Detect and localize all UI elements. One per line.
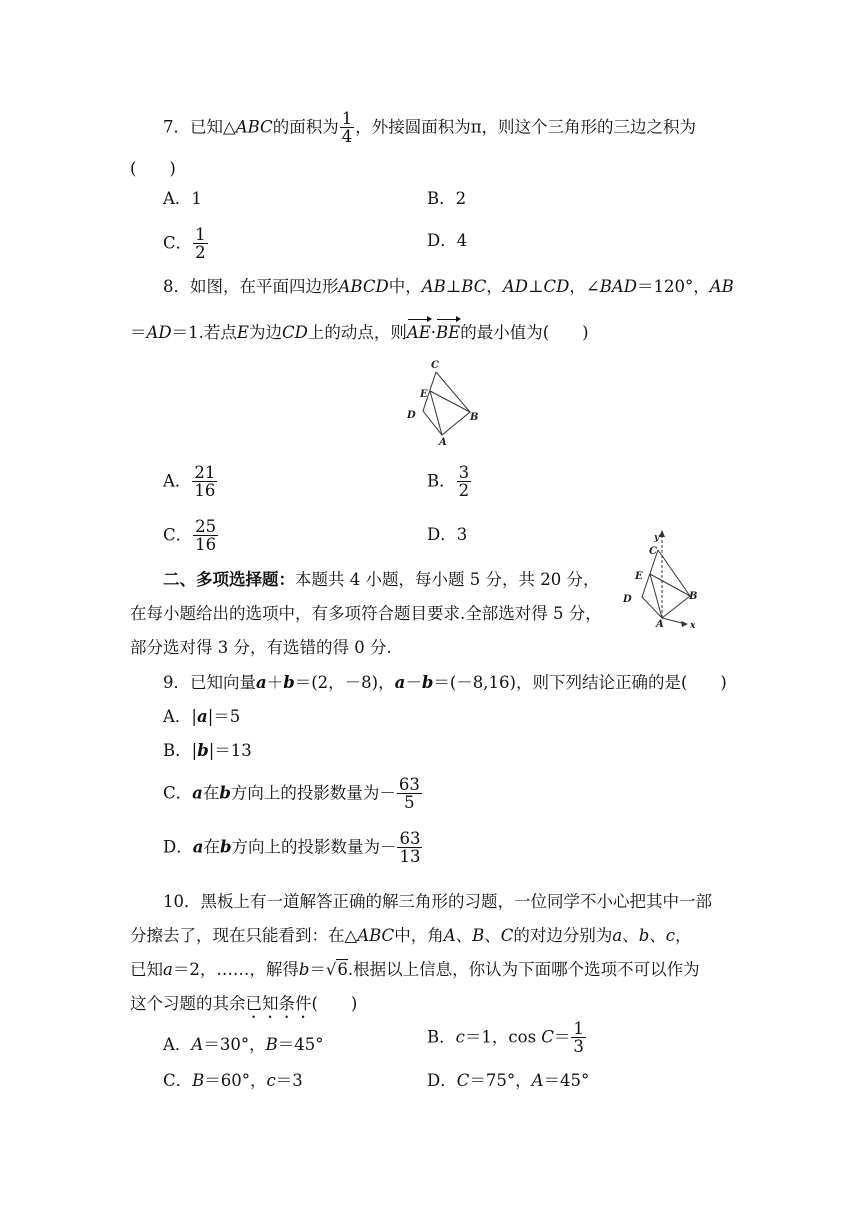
q7-area-fraction: $\frac{1}{4}$: [341, 109, 353, 147]
q9-stem: 9．已知向量a＋b＝(2，－8)，a－b＝(－8,16)，则下列结论正确的是( ): [163, 673, 727, 692]
fig-label-c: C: [431, 360, 439, 371]
fig-label-a: A: [439, 437, 447, 448]
fig2-label-a: A: [656, 619, 664, 630]
q9-option-b: B．|b|＝13: [163, 741, 252, 760]
q10-option-d: D．C＝75°，A＝45°: [427, 1071, 590, 1090]
fig2-label-d: D: [623, 594, 632, 605]
q10-option-a: A．A＝30°，B＝45°: [163, 1035, 324, 1054]
q8-option-a: A． $\frac{21}{16}$: [163, 463, 216, 501]
q10-line3: 已知a＝2，……，解得b＝√6.根据以上信息，你认为下面哪个选项不可以作为: [130, 960, 700, 979]
q10-line2: 分擦去了，现在只能看到：在△ABC中，角A、B、C的对边分别为a、b、c，: [130, 926, 692, 945]
fig2-label-b: B: [689, 591, 698, 602]
fig-label-e: E: [420, 389, 428, 400]
q8-number: 8．: [163, 277, 190, 296]
q7-number: 7．: [163, 117, 190, 137]
q8-option-c: C． $\frac{25}{16}$: [163, 517, 217, 555]
q10-line1: 10．黑板上有一道解答正确的解三角形的习题，一位同学不小心把其中一部: [163, 892, 712, 911]
section2-title: 二、多项选择题：: [163, 570, 295, 589]
vector-be: BE: [436, 323, 461, 342]
section2-line3: 部分选对得 3 分，有选错的得 0 分.: [130, 638, 392, 657]
q7-option-d: D．4: [427, 231, 468, 250]
vector-ae: AE: [406, 323, 431, 342]
q8-option-d: D．3: [427, 525, 468, 544]
q7-option-b: B．2: [427, 189, 467, 208]
q10-line4: 这个习题的其余已知条件( ): [130, 994, 358, 1013]
section2-line2: 在每小题给出的选项中，有多项符合题目要求.全部选对得 5 分，: [130, 604, 602, 623]
fig2-label-c: C: [649, 546, 657, 557]
q8-figure-coordinate: [618, 530, 708, 630]
q10-option-c: C．B＝60°，c＝3: [163, 1071, 303, 1090]
q10-number: 10．: [163, 892, 201, 911]
sqrt-six: √6: [325, 960, 348, 979]
q9-option-d: D．a在b方向上的投影数量为－ $\frac{63}{13}$: [163, 829, 421, 867]
q8-stem-line1: 8．如图，在平面四边形ABCD中，AB⊥BC，AD⊥CD，∠BAD＝120°，AB: [163, 277, 734, 296]
q9-number: 9．: [163, 673, 190, 692]
fig-label-b: B: [470, 412, 479, 423]
emphasized-text: 已知条件: [245, 994, 312, 1013]
q9-option-c: C．a在b方向上的投影数量为－ $\frac{63}{5}$: [163, 775, 420, 813]
q7-stem: 7．已知△ABC的面积为 $\frac{1}{4}$ ，外接圆面积为π，则这个三角形的三边之积为: [163, 109, 697, 147]
q7-option-c: C． $\frac{1}{2}$: [163, 225, 206, 263]
q8-stem-line2: ＝AD＝1.若点E为边CD上的动点，则AE·BE的最小值为( ): [130, 323, 589, 342]
fig2-label-y: y: [654, 533, 660, 543]
q7-paren: ( ): [130, 159, 176, 178]
fig2-label-x: x: [690, 621, 696, 630]
q8-figure-quadrilateral: [400, 356, 490, 448]
q9-option-a: A．|a|＝5: [163, 707, 241, 726]
q10-option-b: B．c＝1，cos C＝ $\frac{1}{3}$: [427, 1019, 584, 1057]
q7-option-a: A．1: [163, 189, 202, 208]
section2-line1: 二、多项选择题：本题共 4 小题，每小题 5 分，共 20 分，: [163, 570, 600, 589]
fig-label-d: D: [407, 410, 416, 421]
q8-option-b: B． $\frac{3}{2}$: [427, 463, 470, 501]
fig2-label-e: E: [635, 571, 643, 582]
